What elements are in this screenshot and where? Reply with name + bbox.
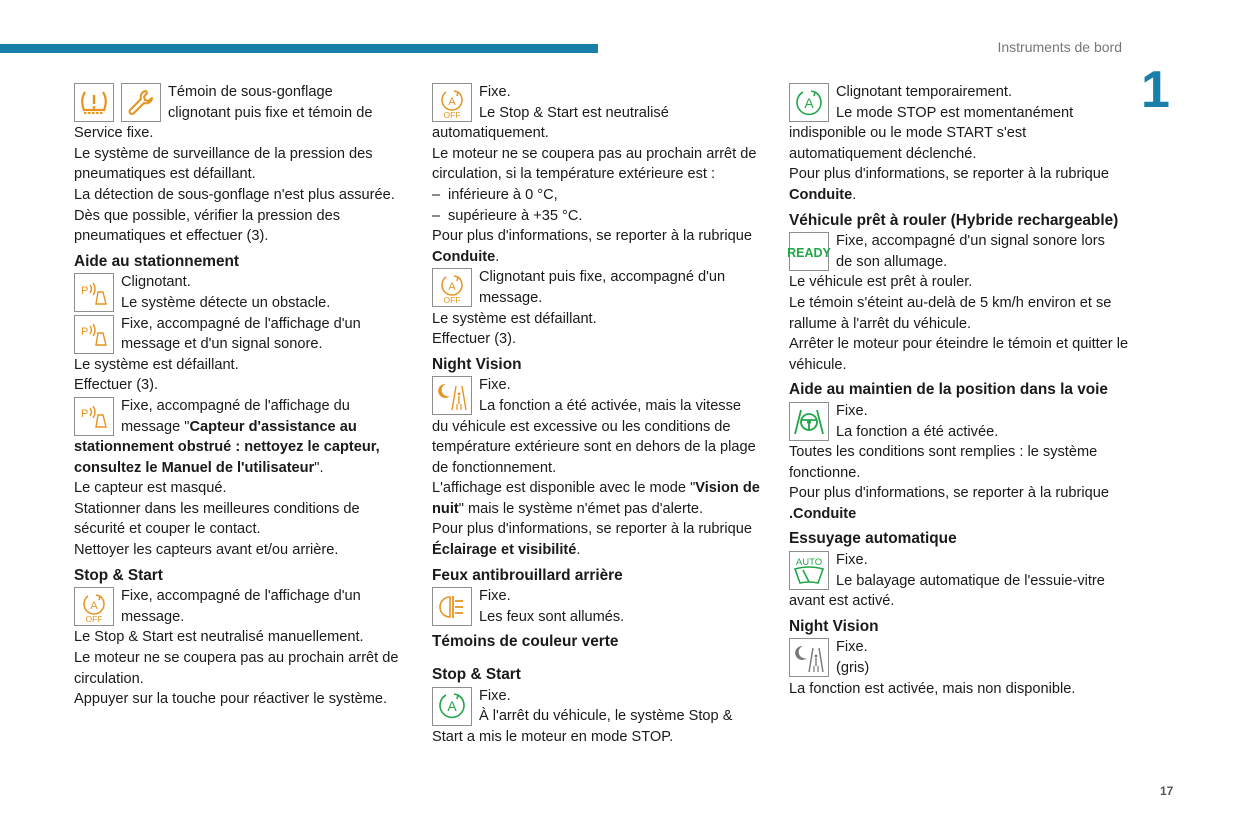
parking-icon-letter: P (81, 284, 89, 297)
night-vision-icon (432, 376, 472, 415)
lane-keeping-reference: Pour plus d'informations, se reporter à la rubrique .Conduite (789, 485, 1109, 522)
ready-line-1: Fixe, accompagné d'un signal sonore lors (836, 233, 1105, 250)
lane-keeping-icon (789, 402, 829, 441)
parking-1-status: Clignotant. (121, 274, 191, 291)
icon-off-label: OFF (443, 109, 461, 120)
parking-3-message: message "Capteur d'assistance au (121, 418, 357, 435)
icon-off-label: OFF (443, 294, 461, 305)
page-number: 17 (1160, 784, 1174, 798)
night-vision-paragraph-2: L'affichage est disponible avec le mode "Vision de nuit" mais le système n'émet pas d'alerte. (432, 480, 760, 517)
section-heading-auto-wipe: Essuyage automatique (789, 530, 957, 548)
stop-start-green-line-3: Start a mis le moteur en mode STOP. (432, 728, 674, 745)
stop-start-off-icon (432, 268, 472, 307)
night-vision-grey-line-2: (gris) (836, 660, 870, 677)
parking-2-line-1: Fixe, accompagné de l'affichage d'un (121, 315, 361, 332)
off-1-line-2: Le Stop & Start est neutralisé (479, 104, 669, 121)
ready-paragraph-3: Arrêter le moteur pour éteindre le témoin et quitter le véhicule. (789, 336, 1129, 373)
running-title: Instruments de bord (997, 39, 1122, 55)
stop-start-paragraph-2: Le moteur ne se coupera pas au prochain arrêt de circulation. (74, 650, 399, 687)
column-2 (432, 82, 772, 747)
section-heading-rear-fog: Feux antibrouillard arrière (432, 566, 623, 584)
stop-start-green-icon (432, 687, 472, 726)
stop-start-paragraph-3: Appuyer sur la touche pour réactiver le système. (74, 691, 388, 708)
temp-reference: Pour plus d'informations, se reporter à la rubrique Conduite. (789, 166, 1109, 203)
parking-sensor-icon (74, 315, 114, 354)
parking-2-paragraph-2: Effectuer (3). (74, 377, 159, 394)
section-heading-lane-keeping: Aide au maintien de la position dans la voie (789, 381, 1108, 399)
ready-paragraph-2: Le témoin s'éteint au-delà de 5 km/h environ et se rallume à l'arrêt du véhicule. (789, 294, 1112, 332)
stop-start-green-line-1: Fixe. (479, 687, 511, 704)
ready-line-2: de son allumage. (836, 253, 948, 270)
parking-icon-letter: P (81, 326, 89, 339)
off-1-paragraph-1: Le moteur ne se coupera pas au prochain arrêt de circulation, si la température extérieure est : (432, 145, 757, 183)
tpms-paragraph-1: Le système de surveillance de la pression des pneumatiques est défaillant. (74, 145, 373, 183)
rear-fog-light-icon (432, 587, 472, 626)
rear-fog-line-1: Fixe. (479, 588, 511, 605)
service-wrench-icon (121, 83, 161, 122)
icon-letter: A (90, 599, 98, 612)
parking-2-line-2: message et d'un signal sonore. (121, 336, 323, 353)
lane-keeping-line-2: La fonction a été activée. (836, 423, 999, 440)
icon-off-label: OFF (85, 613, 103, 624)
stop-start-green-icon (789, 83, 829, 122)
off-2-line-1: Clignotant puis fixe, accompagné d'un (479, 269, 726, 286)
icon-letter: A (448, 280, 456, 293)
night-vision-line-2: La fonction a été activée, mais la vitesse (479, 397, 742, 414)
auto-wipe-line-1: Fixe. (836, 552, 868, 569)
tpms-line-3: Service fixe. (74, 125, 154, 142)
temp-line-3: indisponible ou le mode START s'est automatiquement déclenché. (789, 125, 1027, 162)
tpms-paragraph-2: La détection de sous-gonflage n'est plus assurée. (74, 186, 395, 203)
off-2-paragraph-2: Effectuer (3). (432, 331, 517, 348)
off-1-line-1: Fixe. (479, 84, 511, 100)
temp-line-1: Clignotant temporairement. (836, 84, 1013, 100)
off-2-paragraph-1: Le système est défaillant. (432, 310, 597, 327)
off-1-bullet-1: – inférieure à 0 °C, (432, 186, 558, 203)
stop-start-paragraph-1: Le Stop & Start est neutralisé manuellement. (74, 629, 364, 646)
parking-3-paragraph-1: Le capteur est masqué. (74, 480, 227, 497)
ready-icon (789, 232, 829, 271)
off-1-line-3: automatiquement. (432, 125, 549, 142)
stop-start-off-icon (432, 83, 472, 122)
parking-1-text: Le système détecte un obstacle. (121, 294, 331, 311)
parking-3-paragraph-3: Nettoyer les capteurs avant et/ou arrière. (74, 542, 339, 559)
stop-start-line-1: Fixe, accompagné de l'affichage d'un (121, 588, 361, 605)
icon-letter: A (804, 94, 814, 111)
chapter-number: 1 (1141, 61, 1170, 119)
parking-icon-letter: P (81, 408, 89, 421)
tpms-paragraph-3: Dès que possible, vérifier la pression des pneumatiques et effectuer (3). (74, 207, 341, 245)
section-heading-ready: Véhicule prêt à rouler (Hybride rechargeable) (789, 211, 1119, 229)
night-vision-reference: Pour plus d'informations, se reporter à la rubrique Éclairage et visibilité. (432, 521, 752, 559)
stop-start-green-line-2: À l'arrêt du véhicule, le système Stop & (479, 708, 733, 725)
section-heading-stop-start: Stop & Start (74, 566, 163, 584)
lane-keeping-line-1: Fixe. (836, 402, 868, 419)
night-vision-grey-icon (789, 638, 829, 677)
section-heading-parking-aid: Aide au stationnement (74, 252, 240, 270)
rear-fog-line-2: Les feux sont allumés. (479, 608, 625, 625)
column-3 (789, 82, 1134, 699)
night-vision-grey-paragraph-1: La fonction est activée, mais non disponible. (789, 680, 1076, 697)
off-1-reference: Pour plus d'informations, se reporter à la rubrique Conduite. (432, 228, 752, 265)
section-heading-night-vision-grey: Night Vision (789, 617, 879, 635)
section-heading-night-vision: Night Vision (432, 355, 522, 373)
header-accent-bar (0, 44, 598, 53)
parking-3-paragraph-2: Stationner dans les meilleures conditions de sécurité et couper le contact. (74, 500, 360, 538)
tyre-pressure-warning-icon (74, 83, 114, 122)
tpms-line-2: clignotant puis fixe et témoin de (168, 104, 373, 121)
parking-3-message-cont: stationnement obstrué : nettoyez le capteur, consultez le Manuel de l'utilisateur". (74, 439, 380, 476)
auto-wiper-icon (789, 551, 829, 590)
icon-letter: A (448, 95, 456, 108)
night-vision-line-3: du véhicule est excessive ou les conditions de température extérieure sont en dehors de la plage de fonctionnement. (432, 418, 756, 476)
auto-wipe-line-2: Le balayage automatique de l'essuie-vitre (836, 572, 1105, 589)
ready-icon-label: READY (787, 245, 831, 260)
parking-2-paragraph-1: Le système est défaillant. (74, 356, 239, 373)
auto-wipe-line-3: avant est activé. (789, 593, 895, 610)
off-2-line-2: message. (479, 289, 543, 306)
section-heading-green-indicators: Témoins de couleur verte (432, 633, 619, 651)
parking-3-line-1: Fixe, accompagné de l'affichage du (121, 397, 350, 414)
night-vision-line-1: Fixe. (479, 377, 511, 394)
tpms-line-1: Témoin de sous-gonflage (168, 84, 333, 100)
night-vision-grey-line-1: Fixe. (836, 639, 868, 656)
temp-line-2: Le mode STOP est momentanément (836, 104, 1074, 121)
column-1 (74, 82, 414, 710)
parking-sensor-icon (74, 273, 114, 312)
auto-wiper-label: AUTO (795, 556, 823, 568)
ready-paragraph-1: Le véhicule est prêt à rouler. (789, 274, 973, 291)
stop-start-off-icon (74, 587, 114, 626)
parking-sensor-icon (74, 397, 114, 436)
icon-letter: A (447, 698, 457, 715)
section-heading-stop-start-green: Stop & Start (432, 666, 521, 684)
stop-start-line-2: message. (121, 608, 185, 625)
lane-keeping-paragraph-1: Toutes les conditions sont remplies : le système fonctionne. (789, 444, 1098, 481)
off-1-bullet-2: – supérieure à +35 °C. (432, 207, 583, 224)
